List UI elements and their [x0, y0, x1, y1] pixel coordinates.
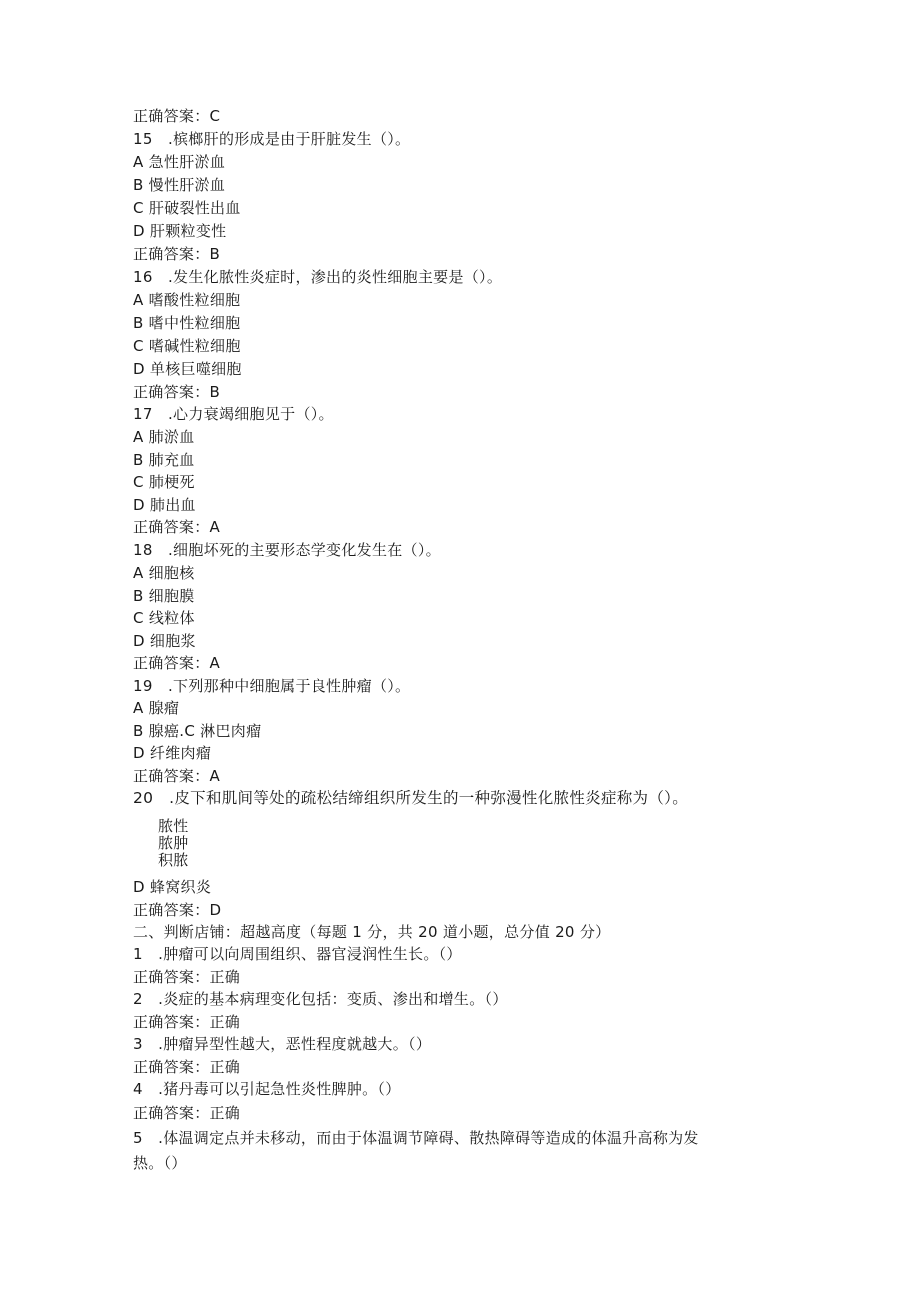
judge-question-2: 2 .炎症的基本病理变化包括：变质、渗出和增生。（） — [133, 990, 508, 1008]
option-line: C 嗜碱性粒细胞 — [133, 337, 241, 355]
question-15: 15 .槟榔肝的形成是由于肝脏发生（）。 — [133, 130, 411, 148]
section-heading: 二、判断店铺：超越高度（每题 1 分，共 20 道小题，总分值 20 分） — [133, 923, 611, 941]
answer-line: 正确答案：B — [133, 383, 221, 401]
answer-line: 正确答案：A — [133, 767, 221, 785]
judge-question-1: 1 .肿瘤可以向周围组织、器官浸润性生长。（） — [133, 945, 462, 963]
option-line: D 肺出血 — [133, 496, 196, 514]
question-19: 19 .下列那种中细胞属于良性肿瘤（）。 — [133, 677, 411, 695]
answer-line: 正确答案：A — [133, 654, 221, 672]
option-line: A 嗜酸性粒细胞 — [133, 291, 241, 309]
answer-line: 正确答案：B — [133, 245, 221, 263]
question-18: 18 .细胞坏死的主要形态学变化发生在（）。 — [133, 541, 441, 559]
option-line: C 肺梗死 — [133, 473, 195, 491]
judge-question-4: 4 .猪丹毒可以引起急性炎性脾肿。（） — [133, 1080, 401, 1098]
option-line: D 肝颗粒变性 — [133, 222, 227, 240]
answer-line: 正确答案：D — [133, 901, 222, 919]
option-line: B 细胞膜 — [133, 587, 195, 605]
answer-line: 正确答案：正确 — [133, 1013, 241, 1031]
option-line: 脓肿 — [158, 834, 189, 852]
judge-question-5-continued: 热。（） — [133, 1154, 187, 1172]
option-line: C 肝破裂性出血 — [133, 199, 241, 217]
judge-question-3: 3 .肿瘤异型性越大，恶性程度就越大。（） — [133, 1035, 432, 1053]
option-line: B 腺癌.C 淋巴肉瘤 — [133, 722, 262, 740]
option-line: A 肺淤血 — [133, 428, 195, 446]
option-line: D 蜂窝织炎 — [133, 878, 212, 896]
question-17: 17 .心力衰竭细胞见于（）。 — [133, 405, 334, 423]
option-line: A 腺瘤 — [133, 699, 180, 717]
answer-line: 正确答案：正确 — [133, 1058, 241, 1076]
option-line: C 线粒体 — [133, 609, 195, 627]
question-20: 20 .皮下和肌间等处的疏松结缔组织所发生的一种弥漫性化脓性炎症称为（）。 — [133, 789, 689, 807]
option-line: A 细胞核 — [133, 564, 195, 582]
option-line: 脓性 — [158, 817, 189, 835]
option-line: A 急性肝淤血 — [133, 153, 226, 171]
option-line: D 单核巨噬细胞 — [133, 360, 242, 378]
answer-line: 正确答案：正确 — [133, 968, 241, 986]
answer-line: 正确答案：A — [133, 518, 221, 536]
option-line: B 肺充血 — [133, 451, 195, 469]
answer-line: 正确答案：正确 — [133, 1104, 241, 1122]
option-line: B 嗜中性粒细胞 — [133, 314, 241, 332]
question-16: 16 .发生化脓性炎症时，渗出的炎性细胞主要是（）。 — [133, 268, 503, 286]
option-line: D 纤维肉瘤 — [133, 744, 212, 762]
answer-line: 正确答案：C — [133, 107, 221, 125]
option-line: 积脓 — [158, 851, 189, 869]
option-line: D 细胞浆 — [133, 632, 196, 650]
option-line: B 慢性肝淤血 — [133, 176, 226, 194]
judge-question-5: 5 .体温调定点并未移动，而由于体温调节障碍、散热障碍等造成的体温升高称为发 — [133, 1129, 699, 1147]
